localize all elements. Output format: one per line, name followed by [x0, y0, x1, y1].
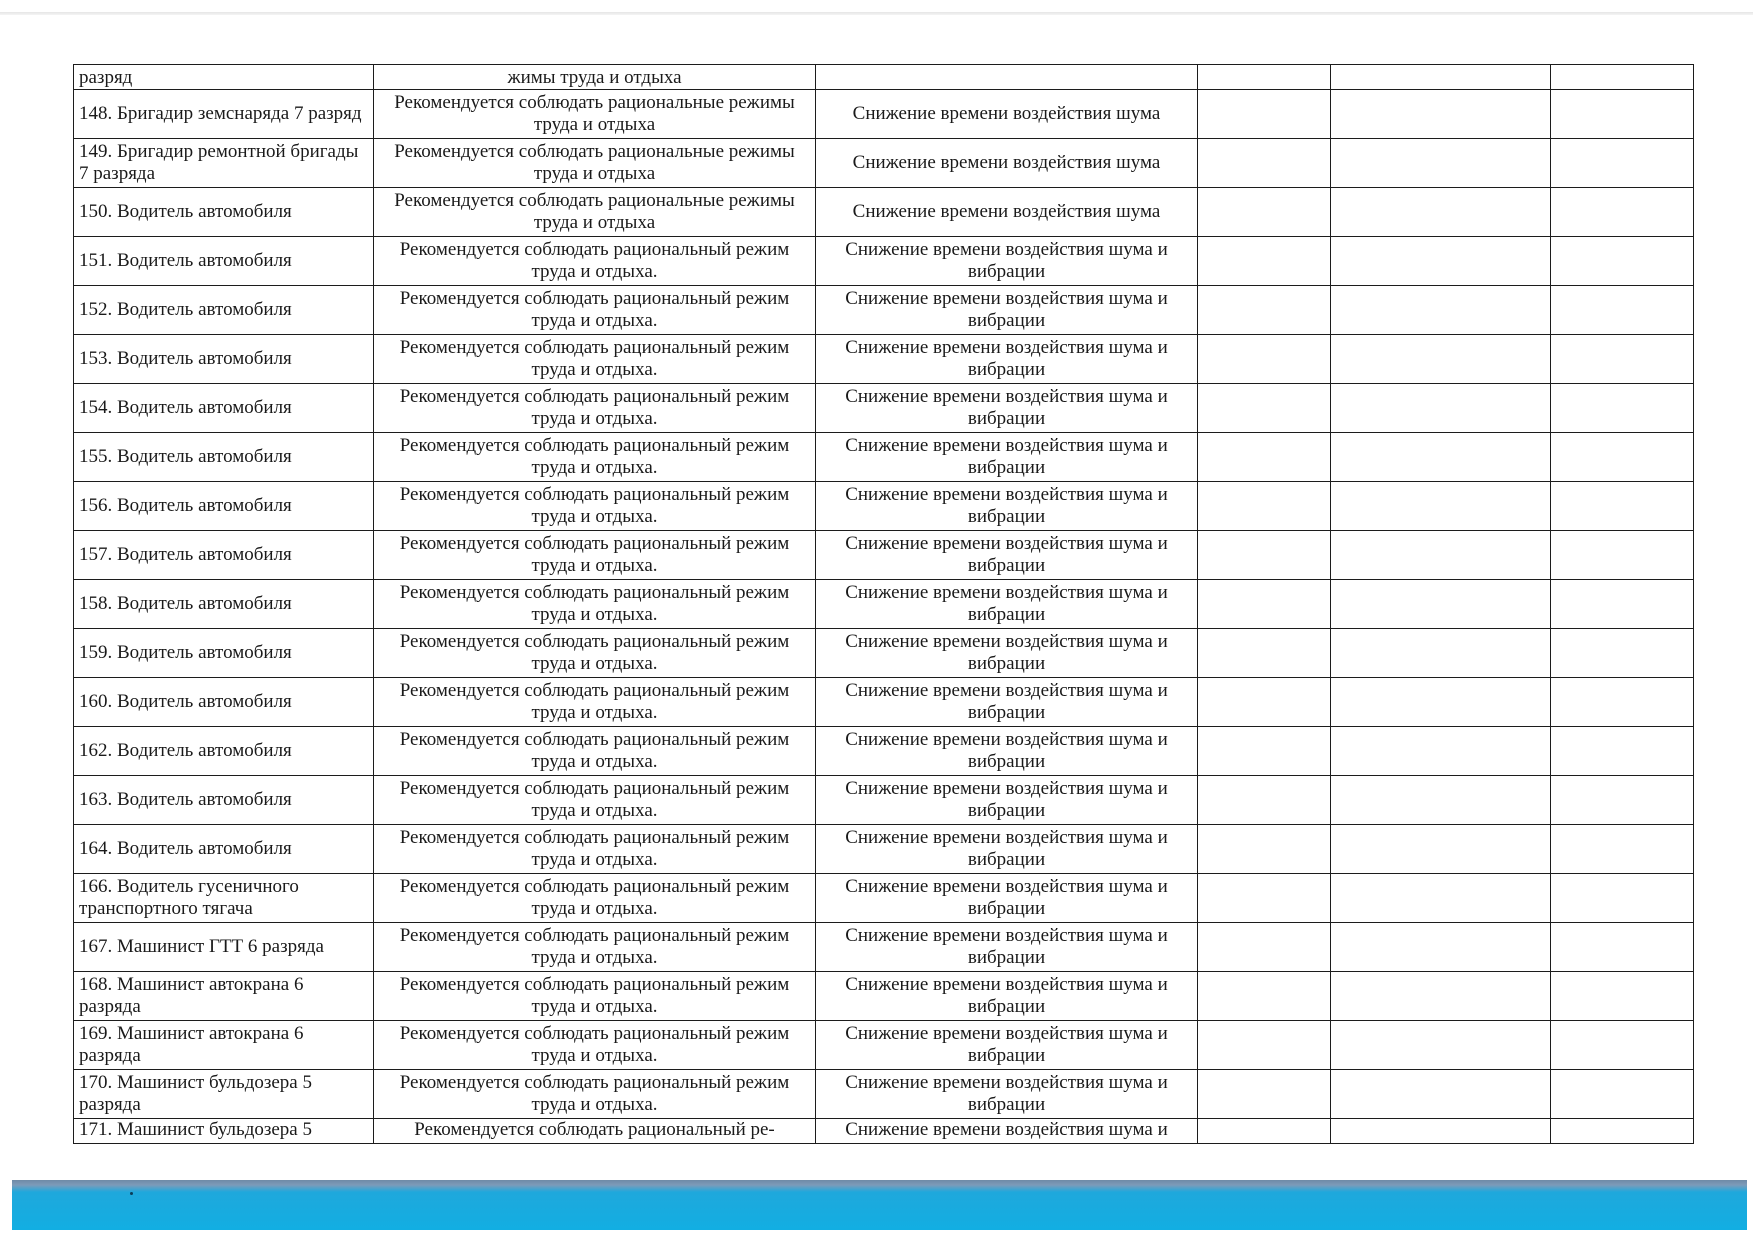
job-title-cell: 156. Водитель автомобиля: [74, 482, 374, 531]
job-title-cell: 162. Водитель автомобиля: [74, 727, 374, 776]
goal-cell: Снижение времени воздействия шума и вибрации: [816, 1021, 1198, 1070]
empty-cell: [1331, 188, 1551, 237]
measure-cell: Рекомендуется соблюдать рациональный режим труда и отдыха.: [374, 727, 816, 776]
goal-cell: Снижение времени воздействия шума и: [816, 1119, 1198, 1144]
goal-cell: Снижение времени воздействия шума и вибрации: [816, 580, 1198, 629]
scan-top-edge: [0, 12, 1753, 15]
goal-cell: Снижение времени воздействия шума и вибрации: [816, 825, 1198, 874]
scan-bottom-band: [12, 1180, 1747, 1230]
measure-cell: Рекомендуется соблюдать рациональный режим труда и отдыха.: [374, 1021, 816, 1070]
job-title-cell: 153. Водитель автомобиля: [74, 335, 374, 384]
job-title-cell: 167. Машинист ГТТ 6 разряда: [74, 923, 374, 972]
empty-cell: [1198, 1070, 1331, 1119]
table-row: [74, 90, 1694, 139]
empty-cell: [1551, 188, 1694, 237]
goal-cell: Снижение времени воздействия шума: [816, 139, 1198, 188]
measure-cell: Рекомендуется соблюдать рациональный режим труда и отдыха.: [374, 384, 816, 433]
empty-cell: [1551, 65, 1694, 90]
job-title-cell: 152. Водитель автомобиля: [74, 286, 374, 335]
measure-cell: Рекомендуется соблюдать рациональный режим труда и отдыха.: [374, 580, 816, 629]
job-title-cell: 169. Машинист автокрана 6 разряда: [74, 1021, 374, 1070]
goal-cell: Снижение времени воздействия шума и вибрации: [816, 1070, 1198, 1119]
goal-cell: Снижение времени воздействия шума: [816, 90, 1198, 139]
empty-cell: [1551, 237, 1694, 286]
goal-cell: Снижение времени воздействия шума и вибрации: [816, 678, 1198, 727]
goal-cell: Снижение времени воздействия шума и вибрации: [816, 237, 1198, 286]
empty-cell: [1198, 580, 1331, 629]
empty-cell: [1331, 384, 1551, 433]
empty-cell: [1331, 580, 1551, 629]
document-page: [73, 64, 1693, 1144]
empty-cell: [1551, 90, 1694, 139]
goal-cell: Снижение времени воздействия шума: [816, 188, 1198, 237]
empty-cell: [1331, 286, 1551, 335]
empty-cell: [1551, 335, 1694, 384]
job-title-cell: 160. Водитель автомобиля: [74, 678, 374, 727]
empty-cell: [1551, 874, 1694, 923]
empty-cell: [1551, 580, 1694, 629]
empty-cell: [1198, 384, 1331, 433]
measure-cell: Рекомендуется соблюдать рациональный режим труда и отдыха.: [374, 531, 816, 580]
table-row: [74, 433, 1694, 482]
empty-cell: [1198, 65, 1331, 90]
table-row: [74, 286, 1694, 335]
empty-cell: [1331, 139, 1551, 188]
job-title-cell: 164. Водитель автомобиля: [74, 825, 374, 874]
empty-cell: [1331, 629, 1551, 678]
empty-cell: [1198, 678, 1331, 727]
measure-cell: Рекомендуется соблюдать рациональный режим труда и отдыха.: [374, 286, 816, 335]
job-title-cell: 166. Водитель гусеничного транспортного тягача: [74, 874, 374, 923]
empty-cell: [1551, 286, 1694, 335]
job-title-cell: 150. Водитель автомобиля: [74, 188, 374, 237]
empty-cell: [1198, 776, 1331, 825]
table-row: [74, 531, 1694, 580]
job-title-cell: 157. Водитель автомобиля: [74, 531, 374, 580]
goal-cell: Снижение времени воздействия шума и вибрации: [816, 874, 1198, 923]
empty-cell: [1551, 727, 1694, 776]
measure-cell: Рекомендуется соблюдать рациональный режим труда и отдыха.: [374, 629, 816, 678]
table-row: [74, 874, 1694, 923]
empty-cell: [1198, 286, 1331, 335]
empty-cell: [1551, 384, 1694, 433]
goal-cell: Снижение времени воздействия шума и вибрации: [816, 531, 1198, 580]
table-row: [74, 972, 1694, 1021]
table-row: [74, 139, 1694, 188]
table-row: [74, 727, 1694, 776]
empty-cell: [1551, 1021, 1694, 1070]
table-row: [74, 825, 1694, 874]
measure-cell: Рекомендуется соблюдать рациональный режим труда и отдыха.: [374, 825, 816, 874]
empty-cell: [1331, 874, 1551, 923]
empty-cell: [1551, 678, 1694, 727]
empty-cell: [1198, 335, 1331, 384]
empty-cell: [1198, 629, 1331, 678]
empty-cell: [1198, 433, 1331, 482]
empty-cell: [1551, 923, 1694, 972]
goal-cell: Снижение времени воздействия шума и вибрации: [816, 972, 1198, 1021]
empty-cell: [1331, 727, 1551, 776]
empty-cell: [1551, 776, 1694, 825]
empty-cell: [1198, 923, 1331, 972]
empty-cell: [1331, 90, 1551, 139]
job-title-cell: 155. Водитель автомобиля: [74, 433, 374, 482]
empty-cell: [1551, 139, 1694, 188]
empty-cell: [1551, 482, 1694, 531]
empty-cell: [1198, 1021, 1331, 1070]
job-title-cell: 163. Водитель автомобиля: [74, 776, 374, 825]
empty-cell: [1331, 1070, 1551, 1119]
job-title-cell: 171. Машинист бульдозера 5: [74, 1119, 374, 1144]
table-row: [74, 580, 1694, 629]
measure-cell: Рекомендуется соблюдать рациональные режимы труда и отдыха: [374, 139, 816, 188]
goal-cell: Снижение времени воздействия шума и вибрации: [816, 923, 1198, 972]
measure-cell: Рекомендуется соблюдать рациональный режим труда и отдыха.: [374, 335, 816, 384]
empty-cell: [1551, 1119, 1694, 1144]
goal-cell: Снижение времени воздействия шума и вибрации: [816, 776, 1198, 825]
table-row: [74, 1119, 1694, 1144]
goal-cell: Снижение времени воздействия шума и вибрации: [816, 482, 1198, 531]
empty-cell: [1331, 237, 1551, 286]
empty-cell: [1198, 237, 1331, 286]
job-title-cell: 148. Бригадир земснаряда 7 разряд: [74, 90, 374, 139]
measure-cell: Рекомендуется соблюдать рациональный режим труда и отдыха.: [374, 1070, 816, 1119]
empty-cell: [1198, 188, 1331, 237]
empty-cell: [1331, 825, 1551, 874]
empty-cell: [1198, 972, 1331, 1021]
measure-cell: Рекомендуется соблюдать рациональный ре-: [374, 1119, 816, 1144]
table-row: [74, 65, 1694, 90]
measure-cell: Рекомендуется соблюдать рациональный режим труда и отдыха.: [374, 678, 816, 727]
goal-cell: Снижение времени воздействия шума и вибрации: [816, 384, 1198, 433]
table-row: [74, 188, 1694, 237]
goal-cell: Снижение времени воздействия шума и вибрации: [816, 629, 1198, 678]
measure-cell: Рекомендуется соблюдать рациональный режим труда и отдыха.: [374, 923, 816, 972]
empty-cell: [1331, 923, 1551, 972]
empty-cell: [1331, 678, 1551, 727]
measure-cell: Рекомендуется соблюдать рациональный режим труда и отдыха.: [374, 972, 816, 1021]
table-row: [74, 678, 1694, 727]
goal-cell: Снижение времени воздействия шума и вибрации: [816, 727, 1198, 776]
measure-cell: жимы труда и отдыха: [374, 65, 816, 90]
empty-cell: [1198, 139, 1331, 188]
measure-cell: Рекомендуется соблюдать рациональный режим труда и отдыха.: [374, 482, 816, 531]
job-title-cell: 159. Водитель автомобиля: [74, 629, 374, 678]
empty-cell: [1331, 335, 1551, 384]
measure-cell: Рекомендуется соблюдать рациональный режим труда и отдыха.: [374, 433, 816, 482]
empty-cell: [1551, 433, 1694, 482]
empty-cell: [1331, 1119, 1551, 1144]
empty-cell: [1551, 531, 1694, 580]
empty-cell: [1551, 1070, 1694, 1119]
table-row: [74, 776, 1694, 825]
empty-cell: [1331, 776, 1551, 825]
measure-cell: Рекомендуется соблюдать рациональный режим труда и отдыха.: [374, 237, 816, 286]
goal-cell: Снижение времени воздействия шума и вибрации: [816, 286, 1198, 335]
empty-cell: [1331, 972, 1551, 1021]
empty-cell: [1198, 531, 1331, 580]
measure-cell: Рекомендуется соблюдать рациональный режим труда и отдыха.: [374, 874, 816, 923]
goal-cell: Снижение времени воздействия шума и вибрации: [816, 433, 1198, 482]
empty-cell: [1198, 874, 1331, 923]
job-title-cell: 170. Машинист бульдозера 5 разряда: [74, 1070, 374, 1119]
empty-cell: [1198, 727, 1331, 776]
job-title-cell: 151. Водитель автомобиля: [74, 237, 374, 286]
goal-cell: [816, 65, 1198, 90]
table-row: [74, 482, 1694, 531]
measure-cell: Рекомендуется соблюдать рациональные режимы труда и отдыха: [374, 188, 816, 237]
empty-cell: [1551, 825, 1694, 874]
empty-cell: [1331, 531, 1551, 580]
empty-cell: [1331, 65, 1551, 90]
measure-cell: Рекомендуется соблюдать рациональный режим труда и отдыха.: [374, 776, 816, 825]
table-row: [74, 335, 1694, 384]
table-body: [74, 65, 1694, 1144]
empty-cell: [1198, 825, 1331, 874]
table-row: [74, 237, 1694, 286]
table-row: [74, 923, 1694, 972]
measure-cell: Рекомендуется соблюдать рациональные режимы труда и отдыха: [374, 90, 816, 139]
empty-cell: [1198, 482, 1331, 531]
empty-cell: [1198, 90, 1331, 139]
table-row: [74, 629, 1694, 678]
job-title-cell: 158. Водитель автомобиля: [74, 580, 374, 629]
job-title-cell: 154. Водитель автомобиля: [74, 384, 374, 433]
empty-cell: [1331, 433, 1551, 482]
empty-cell: [1551, 629, 1694, 678]
job-title-cell: 149. Бригадир ремонтной бригады 7 разряда: [74, 139, 374, 188]
table-row: [74, 1070, 1694, 1119]
job-title-cell: 168. Машинист автокрана 6 разряда: [74, 972, 374, 1021]
empty-cell: [1551, 972, 1694, 1021]
job-title-cell: разряд: [74, 65, 374, 90]
empty-cell: [1331, 1021, 1551, 1070]
empty-cell: [1331, 482, 1551, 531]
table-row: [74, 384, 1694, 433]
scan-speck: [130, 1192, 133, 1195]
goal-cell: Снижение времени воздействия шума и вибрации: [816, 335, 1198, 384]
empty-cell: [1198, 1119, 1331, 1144]
table-row: [74, 1021, 1694, 1070]
measures-table: [73, 64, 1694, 1144]
